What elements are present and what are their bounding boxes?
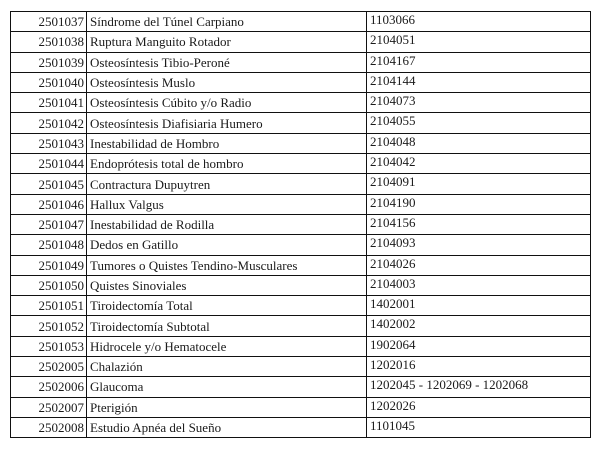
procedure-name-cell: Inestabilidad de Hombro (87, 133, 367, 153)
reference-code-cell: 2104055 (367, 113, 591, 133)
procedure-name-cell: Ruptura Manguito Rotador (87, 32, 367, 52)
procedure-name-cell: Osteosíntesis Tibio-Peroné (87, 52, 367, 72)
procedure-code-cell: 2501037 (11, 12, 87, 32)
table-row (11, 72, 591, 92)
reference-code-cell: 1902064 (367, 336, 591, 356)
procedure-code-cell: 2501045 (11, 174, 87, 194)
procedure-codes-table (10, 11, 591, 438)
procedure-code-cell: 2501041 (11, 93, 87, 113)
table-row (11, 133, 591, 153)
procedure-code-cell: 2501039 (11, 52, 87, 72)
table-row (11, 214, 591, 234)
procedure-code-cell: 2501051 (11, 296, 87, 316)
procedure-name-cell: Osteosíntesis Cúbito y/o Radio (87, 93, 367, 113)
procedure-code-cell: 2501043 (11, 133, 87, 153)
table-row (11, 194, 591, 214)
table-row (11, 397, 591, 417)
procedure-name-cell: Dedos en Gatillo (87, 235, 367, 255)
table-row (11, 336, 591, 356)
table-row (11, 296, 591, 316)
procedure-code-cell: 2501042 (11, 113, 87, 133)
procedure-name-cell: Hallux Valgus (87, 194, 367, 214)
procedure-code-cell: 2502008 (11, 417, 87, 437)
procedure-name-cell: Chalazión (87, 357, 367, 377)
reference-code-cell: 1402001 (367, 296, 591, 316)
table-row (11, 174, 591, 194)
table-row (11, 32, 591, 52)
procedure-code-cell: 2501050 (11, 275, 87, 295)
table-row (11, 275, 591, 295)
reference-code-cell: 2104042 (367, 154, 591, 174)
procedure-code-cell: 2501040 (11, 72, 87, 92)
reference-code-cell: 1402002 (367, 316, 591, 336)
procedure-code-cell: 2502006 (11, 377, 87, 397)
procedure-name-cell: Tiroidectomía Subtotal (87, 316, 367, 336)
procedure-name-cell: Estudio Apnéa del Sueño (87, 417, 367, 437)
procedure-name-cell: Pterigión (87, 397, 367, 417)
procedure-code-cell: 2502005 (11, 357, 87, 377)
reference-code-cell: 2104144 (367, 72, 591, 92)
procedure-name-cell: Osteosíntesis Muslo (87, 72, 367, 92)
reference-code-cell: 1101045 (367, 417, 591, 437)
procedure-code-cell: 2501047 (11, 214, 87, 234)
reference-code-cell: 2104190 (367, 194, 591, 214)
table-row (11, 113, 591, 133)
procedure-name-cell: Inestabilidad de Rodilla (87, 214, 367, 234)
table-row (11, 357, 591, 377)
procedure-code-cell: 2501048 (11, 235, 87, 255)
reference-code-cell: 2104003 (367, 275, 591, 295)
reference-code-cell: 2104093 (367, 235, 591, 255)
table-row (11, 12, 591, 32)
reference-code-cell: 2104167 (367, 52, 591, 72)
procedure-name-cell: Glaucoma (87, 377, 367, 397)
procedure-code-cell: 2501053 (11, 336, 87, 356)
reference-code-cell: 1202045 - 1202069 - 1202068 (367, 377, 591, 397)
procedure-name-cell: Síndrome del Túnel Carpiano (87, 12, 367, 32)
table-row (11, 154, 591, 174)
reference-code-cell: 2104048 (367, 133, 591, 153)
procedure-code-cell: 2501052 (11, 316, 87, 336)
procedure-name-cell: Endoprótesis total de hombro (87, 154, 367, 174)
reference-code-cell: 2104073 (367, 93, 591, 113)
procedure-code-cell: 2501038 (11, 32, 87, 52)
table-row (11, 377, 591, 397)
procedure-name-cell: Tiroidectomía Total (87, 296, 367, 316)
reference-code-cell: 1103066 (367, 12, 591, 32)
procedure-code-cell: 2501046 (11, 194, 87, 214)
procedure-name-cell: Hidrocele y/o Hematocele (87, 336, 367, 356)
table-row (11, 255, 591, 275)
reference-code-cell: 1202026 (367, 397, 591, 417)
reference-code-cell: 2104156 (367, 214, 591, 234)
procedure-name-cell: Tumores o Quistes Tendino-Musculares (87, 255, 367, 275)
procedure-code-cell: 2502007 (11, 397, 87, 417)
reference-code-cell: 2104051 (367, 32, 591, 52)
table-row (11, 52, 591, 72)
reference-code-cell: 2104026 (367, 255, 591, 275)
table-row (11, 417, 591, 437)
reference-code-cell: 2104091 (367, 174, 591, 194)
procedure-code-cell: 2501044 (11, 154, 87, 174)
procedure-name-cell: Contractura Dupuytren (87, 174, 367, 194)
procedure-name-cell: Quistes Sinoviales (87, 275, 367, 295)
table-row (11, 235, 591, 255)
table-row (11, 316, 591, 336)
reference-code-cell: 1202016 (367, 357, 591, 377)
procedure-name-cell: Osteosíntesis Diafisiaria Humero (87, 113, 367, 133)
procedure-code-cell: 2501049 (11, 255, 87, 275)
table-row (11, 93, 591, 113)
